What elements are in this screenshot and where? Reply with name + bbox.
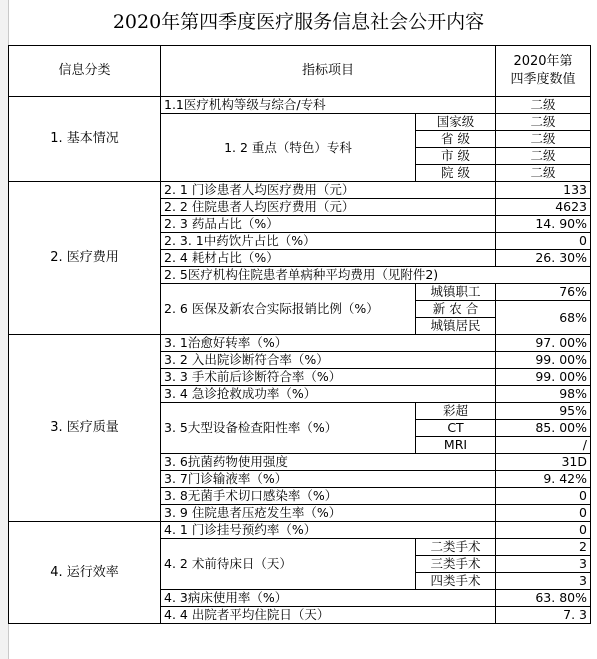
table-row <box>9 97 591 114</box>
indicator-value: 63. 80% <box>496 590 591 607</box>
indicator-label: 3. 3 手术前后诊断符合率（%） <box>161 369 496 386</box>
sub-label: 城镇居民 <box>416 318 496 335</box>
indicator-value: 二级 <box>496 97 591 114</box>
indicator-label: 2. 2 住院患者人均医疗费用（元） <box>161 199 496 216</box>
category-cell: 2. 医疗费用 <box>9 182 161 335</box>
indicator-value: 0 <box>496 488 591 505</box>
indicator-label: 1.1医疗机构等级与综合/专科 <box>161 97 496 114</box>
indicator-value: 0 <box>496 505 591 522</box>
indicator-value: 二级 <box>496 114 591 131</box>
indicator-value: / <box>496 437 591 454</box>
sub-label: 城镇职工 <box>416 284 496 301</box>
header-category: 信息分类 <box>9 46 161 97</box>
sub-label: 市 级 <box>416 148 496 165</box>
indicator-value: 99. 00% <box>496 352 591 369</box>
indicator-label: 2. 3. 1中药饮片占比（%） <box>161 233 496 250</box>
indicator-label: 2. 4 耗材占比（%） <box>161 250 496 267</box>
disclosure-table <box>8 45 591 624</box>
category-cell: 1. 基本情况 <box>9 97 161 182</box>
indicator-label: 4. 3病床使用率（%） <box>161 590 496 607</box>
sub-label: 四类手术 <box>416 573 496 590</box>
indicator-label: 2. 1 门诊患者人均医疗费用（元） <box>161 182 496 199</box>
indicator-value: 133 <box>496 182 591 199</box>
indicator-label: 3. 4 急诊抢救成功率（%） <box>161 386 496 403</box>
category-cell: 4. 运行效率 <box>9 522 161 624</box>
sub-label: 国家级 <box>416 114 496 131</box>
header-value <box>496 46 591 97</box>
indicator-value: 98% <box>496 386 591 403</box>
sub-label: 二类手术 <box>416 539 496 556</box>
indicator-label: 1. 2 重点（特色）专科 <box>161 114 416 182</box>
indicator-label: 4. 2 术前待床日（天） <box>161 539 416 590</box>
indicator-value: 二级 <box>496 148 591 165</box>
indicator-value: 26. 30% <box>496 250 591 267</box>
indicator-value: 76% <box>496 284 591 301</box>
indicator-label: 2. 6 医保及新农合实际报销比例（%） <box>161 284 416 335</box>
indicator-value: 0 <box>496 522 591 539</box>
indicator-label: 3. 7门诊输液率（%） <box>161 471 496 488</box>
indicator-label: 3. 1治愈好转率（%） <box>161 335 496 352</box>
indicator-label: 4. 1 门诊挂号预约率（%） <box>161 522 496 539</box>
indicator-value: 99. 00% <box>496 369 591 386</box>
indicator-value: 二级 <box>496 165 591 182</box>
header-value-line1: 2020年第 <box>513 54 573 69</box>
indicator-label: 4. 4 出院者平均住院日（天） <box>161 607 496 624</box>
indicator-value: 14. 90% <box>496 216 591 233</box>
table-row <box>9 335 591 352</box>
category-cell: 3. 医疗质量 <box>9 335 161 522</box>
indicator-value: 85. 00% <box>496 420 591 437</box>
indicator-value: 9. 42% <box>496 471 591 488</box>
indicator-label: 2. 5医疗机构住院患者单病种平均费用（见附件2) <box>161 267 591 284</box>
header-value-line2: 四季度数值 <box>510 72 576 87</box>
header-row <box>9 46 591 97</box>
sub-label: 院 级 <box>416 165 496 182</box>
indicator-label: 3. 2 入出院诊断符合率（%） <box>161 352 496 369</box>
indicator-label: 3. 9 住院患者压疮发生率（%） <box>161 505 496 522</box>
indicator-value: 二级 <box>496 131 591 148</box>
indicator-value: 2 <box>496 539 591 556</box>
indicator-label: 3. 8无菌手术切口感染率（%） <box>161 488 496 505</box>
sub-label: 省 级 <box>416 131 496 148</box>
indicator-value: 97. 00% <box>496 335 591 352</box>
table-row <box>9 182 591 199</box>
indicator-label: 3. 6抗菌药物使用强度 <box>161 454 496 471</box>
indicator-label: 3. 5大型设备检查阳性率（%） <box>161 403 416 454</box>
indicator-value: 3 <box>496 556 591 573</box>
indicator-value: 68% <box>496 301 591 335</box>
indicator-value: 95% <box>496 403 591 420</box>
sub-label: 彩超 <box>416 403 496 420</box>
sub-label: 三类手术 <box>416 556 496 573</box>
indicator-value: 0 <box>496 233 591 250</box>
page-title: 2020年第四季度医疗服务信息社会公开内容 <box>112 11 485 33</box>
indicator-value: 31D <box>496 454 591 471</box>
indicator-value: 4623 <box>496 199 591 216</box>
indicator-value: 7. 3 <box>496 607 591 624</box>
sub-label: MRI <box>416 437 496 454</box>
indicator-value: 3 <box>496 573 591 590</box>
indicator-label: 2. 3 药品占比（%） <box>161 216 496 233</box>
sub-label: CT <box>416 420 496 437</box>
header-indicator: 指标项目 <box>161 46 496 97</box>
table-row <box>9 522 591 539</box>
sub-label: 新 农 合 <box>416 301 496 318</box>
